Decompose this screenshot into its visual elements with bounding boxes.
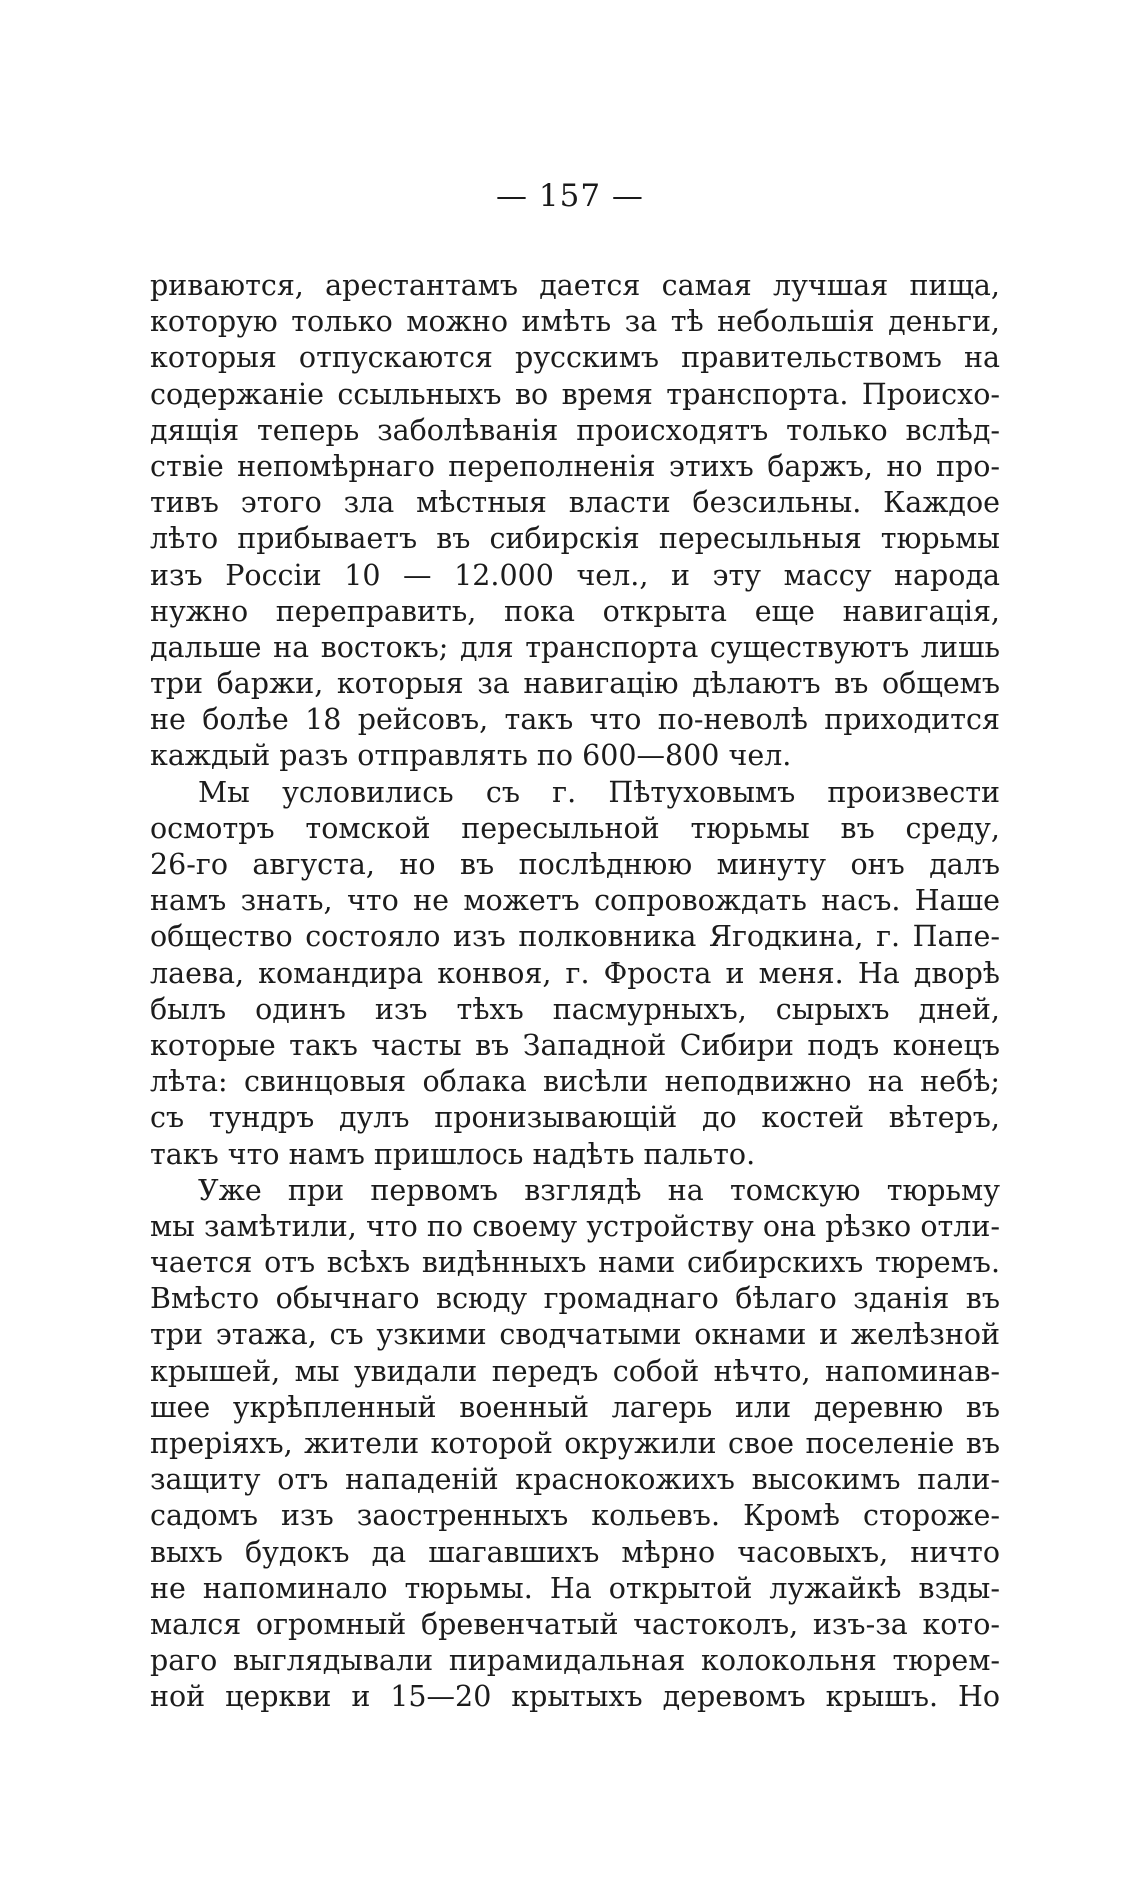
text-line: крышей, мы увидали передъ собой нѣчто, напоминав- (150, 1354, 1000, 1388)
text-line: изъ Россіи 10 — 12.000 чел., и эту массу народа (150, 558, 1000, 592)
body-text (150, 268, 1000, 1716)
text-line: мался огромный бревенчатый частоколъ, изъ-за кото- (150, 1607, 1000, 1641)
text-line: лаева, командира конвоя, г. Фроста и меня. На дворѣ (150, 956, 1000, 990)
text-line: риваются, арестантамъ дается самая лучшая пища, (150, 269, 1000, 302)
text-line: тивъ этого зла мѣстныя власти безсильны. Каждое (150, 486, 1000, 520)
text-line: лѣто прибываетъ въ сибирскія пересыльныя тюрьмы (150, 522, 1000, 556)
text-line: ствіе непомѣрнаго переполненія этихъ баржъ, но про- (150, 449, 1000, 483)
text-line: шее укрѣпленный военный лагерь или деревню въ (150, 1390, 1000, 1424)
text-line: такъ что намъ пришлось надѣть пальто. (150, 1137, 756, 1171)
text-line: Вмѣсто обычнаго всюду громаднаго бѣлаго зданія въ (150, 1282, 1000, 1316)
text-line: три баржи, которыя за навигацію дѣлаютъ въ общемъ (150, 667, 1000, 701)
text-line: которыя отпускаются русскимъ правительствомъ на (150, 341, 1000, 375)
text-line: не напоминало тюрьмы. На открытой лужайкѣ взды- (150, 1571, 1000, 1605)
text-line: Мы условились съ г. Пѣтуховымъ произвести (198, 775, 1000, 809)
text-line: общество состояло изъ полковника Ягодкина, г. Папе- (150, 920, 1000, 954)
text-line: не болѣе 18 рейсовъ, такъ что по-неволѣ приходится (150, 703, 1000, 737)
text-line: раго выглядывали пирамидальная колокольня тюрем- (150, 1644, 1000, 1678)
text-line: мы замѣтили, что по своему устройству она рѣзко отли- (150, 1209, 1000, 1243)
text-line: которые такъ часты въ Западной Сибири подъ конецъ (150, 1028, 1000, 1062)
text-line: которую только можно имѣть за тѣ небольшія деньги, (150, 305, 1000, 339)
text-line: нужно переправить, пока открыта еще навигація, (150, 594, 1000, 628)
text-line: три этажа, съ узкими сводчатыми окнами и желѣзной (150, 1318, 1000, 1352)
text-line: преріяхъ, жители которой окружили свое поселеніе въ (150, 1427, 1000, 1460)
text-line: Уже при первомъ взглядѣ на томскую тюрьму (198, 1173, 1000, 1207)
text-line: намъ знать, что не можетъ сопровождать насъ. Наше (150, 884, 1000, 918)
text-line: выхъ будокъ да шагавшихъ мѣрно часовыхъ, ничто (150, 1535, 1000, 1569)
text-line: лѣта: свинцовыя облака висѣли неподвижно на небѣ; (150, 1065, 1000, 1099)
text-line: каждый разъ отправлять по 600—800 чел. (150, 739, 792, 773)
text-line: съ тундръ дулъ пронизывающій до костей вѣтеръ, (150, 1101, 1000, 1135)
text-line: содержаніе ссыльныхъ во время транспорта. Происхо- (150, 377, 1000, 411)
text-line: ной церкви и 15—20 крытыхъ деревомъ крышъ. Но (150, 1680, 1000, 1714)
text-line: дящія теперь заболѣванія происходятъ только вслѣд- (150, 413, 1000, 447)
text-line: садомъ изъ заостренныхъ кольевъ. Кромѣ стороже- (150, 1499, 1000, 1533)
text-line: чается отъ всѣхъ видѣнныхъ нами сибирскихъ тюремъ. (150, 1246, 1000, 1280)
text-line: 26-го августа, но въ послѣднюю минуту онъ далъ (150, 848, 1000, 881)
page-number: — 157 — (496, 178, 644, 214)
text-line: защиту отъ нападеній краснокожихъ высокимъ пали- (150, 1463, 1000, 1497)
text-line: дальше на востокъ; для транспорта существуютъ лишь (150, 630, 1000, 664)
text-line: осмотръ томской пересыльной тюрьмы въ среду, (150, 811, 1000, 845)
text-line: былъ одинъ изъ тѣхъ пасмурныхъ, сырыхъ дней, (150, 992, 1000, 1026)
